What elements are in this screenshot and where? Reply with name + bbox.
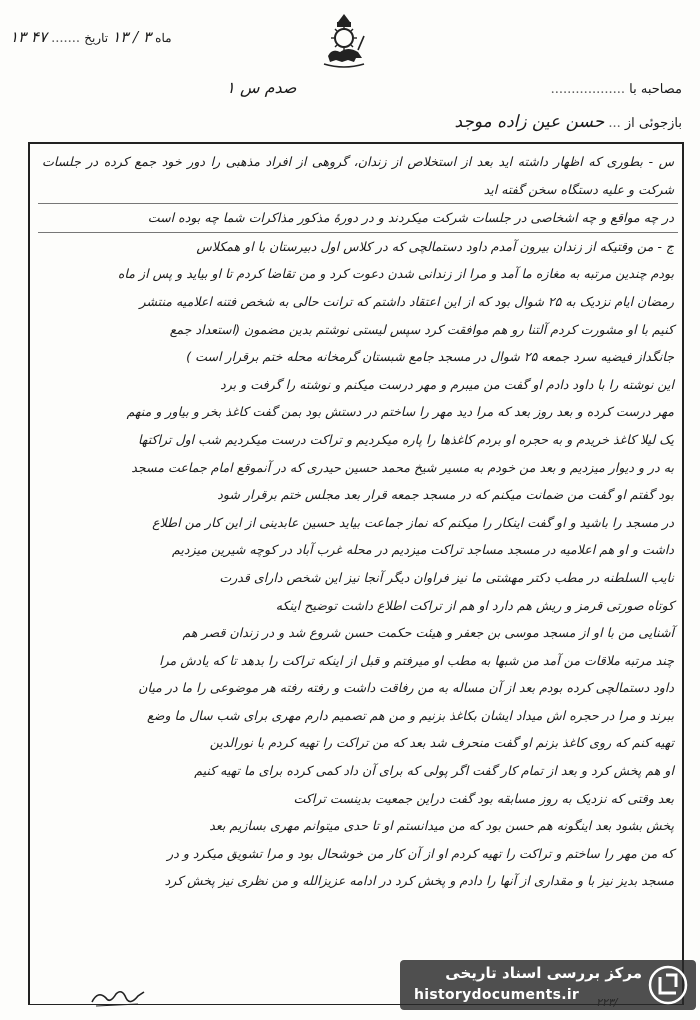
answer-line: به در و دیوار میزدیم و بعد من خودم به مسیر شیخ محمد حسین حیدری که در آنموقع امام جماعت مسجد bbox=[131, 459, 674, 475]
answer-line: جانگداز فیضیه سرد جمعه ۲۵ شوال در مسجد جامع شبستان گرمخانه محله ختم برقرار است ) bbox=[186, 349, 674, 365]
interrogatee-row bbox=[82, 112, 682, 132]
answer-line: یک لیلا کاغذ خریدم و به حجره او بردم کاغذها را پاره میکردیم و تراکت درست میکردیم شب اول تراکتها bbox=[138, 431, 674, 447]
answer-line: چند مرتبه ملاقات من آمد من شبها به مطب او میرفتم و قبل از اینکه تراکت را بدهد تا که یادش مرا bbox=[159, 652, 674, 668]
watermark-url: historydocuments.ir bbox=[414, 987, 580, 1003]
answer-line: داود دستمالچی کرده بودم بعد از آن مساله به من رفاقت داشت و رفته رفته هر موضوعی را ما در میان bbox=[138, 680, 674, 696]
answer-line: رمضان ایام نزدیک به ۲۵ شوال بود که از این اعتقاد داشتم که ترانت حالی به شخص فتنه اعلامیه منتشر bbox=[139, 293, 674, 309]
answer-line: بود گفتم او گفت من ضمانت میکنم که در مسجد جمعه قرار بعد مجلس ختم برقرار شود bbox=[217, 487, 674, 503]
interview-label: مصاحبه با bbox=[629, 82, 682, 97]
dotted-fill: ....... bbox=[51, 31, 81, 46]
interview-row bbox=[82, 78, 682, 97]
interrogatee-label: بازجوئی از bbox=[624, 116, 682, 131]
watermark-title: مرکز بررسی اسناد تاریخی bbox=[445, 964, 642, 982]
answer-line: این نوشته را با داود دادم او گفت من میبرم و مهر درست میکنم و نوشته را گرفت و برد bbox=[220, 376, 674, 392]
date-label: تاریخ bbox=[84, 31, 109, 45]
signature-mark bbox=[88, 984, 148, 1010]
archive-logo-icon bbox=[648, 965, 688, 1005]
answer-line: بعد وقتی که نزدیک به روز مسابقه بود گفت دراین جمعیت بدینست تراکت bbox=[293, 790, 674, 806]
month-label: ماه bbox=[155, 31, 172, 45]
answer-line: داشت و او هم اعلامیه در مسجد مساجد تراکت میزدیم در محله غرب آباد در کوچه شیرین میزدیم bbox=[172, 542, 674, 558]
dotted-fill: ... bbox=[608, 116, 621, 131]
interrogatee-name: حسن عین زاده موجد bbox=[454, 112, 605, 132]
date-row bbox=[10, 28, 250, 46]
answer-line: ببرند و مرا در حجره اش میداد ایشان بکاغذ بزنیم و من هم تصمیم دارم مهری برای شب سال ما وضع bbox=[147, 707, 674, 723]
answer-line: مهر درست کرده و بعد روز بعد که مرا دید مهر را ساختم در دستش بود بمن گفت کاغذ بخر و بیاور و منهم bbox=[126, 404, 674, 420]
answer-line: در مسجد را باشید و او گفت اینکار را میکنم که نماز جماعت بیاید حسین عابدینی از این کار من اطلاع bbox=[152, 514, 674, 530]
question-line: در چه مواقع و چه اشخاصی در جلسات شرکت میکردند و در دورهٔ مذکور مذاکرات شما چه بوده است bbox=[38, 204, 678, 233]
question-line: س - بطوری که اظهار داشته اید بعد از استخلاص از زندان، گروهی از افراد مذهبی را دور خود جمع کرده در جلسات شرکت و علیه دستگاه سخن گفته اید bbox=[38, 148, 678, 204]
answer-line: نایب السلطنه در مطب دکتر مهشتی ما نیز فراوان دیگر آنجا نیز این شخص دارای قدرت bbox=[219, 569, 674, 585]
answer-line: پخش بشود بعد اینگونه هم حسن بود که من میدانستم او تا حدی میتوانم مهری بسازیم بعد bbox=[209, 818, 674, 834]
interview-handwritten: صدم س ۱ bbox=[226, 78, 297, 97]
archive-watermark bbox=[400, 960, 696, 1010]
answer-line: بودم چندین مرتبه به مغازه ما آمد و مرا از زندانی شدن دعوت کرد و من تقاضا کردم تا او بیاید و پس از ماه bbox=[117, 266, 674, 282]
date-value: ۳ / ۱۳ bbox=[112, 28, 152, 46]
answer-line: ج - من وقتیکه از زندان بیرون آمدم داود دستمالچی که در کلاس اول دبیرستان با او همکلاس bbox=[196, 238, 674, 254]
answer-line: کنیم با او مشورت کردم آلتنا رو هم موافقت کرد سپس لیستی نوشتم بدین مضمون (استعداد جمع bbox=[169, 321, 674, 337]
answer-line: کوتاه صورتی قرمز و ریش هم دارد او هم از تراکت اطلاع داشت توضیح اینکه bbox=[275, 597, 674, 613]
dotted-fill: .................. bbox=[550, 82, 626, 97]
year-value: ۱۳ ۴۷ bbox=[10, 28, 47, 46]
answer-line: او هم پخش کرد و بعد از تمام کار گفت اگر پولی که برای آن داد کمی کرده برای ما تهیه کنیم bbox=[194, 763, 674, 779]
lion-and-sun-emblem bbox=[318, 12, 370, 68]
handwritten-body bbox=[38, 148, 678, 895]
answer-line: تهیه کنم که روی کاغذ بزنم او گفت منحرف شد بعد که من تراکت را تهیه کردم با نورالدین bbox=[209, 735, 674, 751]
answer-line: مسجد بدیز نیز با و مقداری از آنها را دادم و پخش کرد در ادامه عزیزالله و من نظری نیز پخش کرد bbox=[164, 873, 674, 889]
answer-line: آشنایی من با او از مسجد موسی بن جعفر و هیئت حکمت حسن شروع شد و در زندان قصر هم bbox=[182, 625, 674, 641]
answer-line: که من مهر را ساختم و تراکت را تهیه کردم او از آن کار من خوشحال بود و مرا تشویق میکرد و در bbox=[167, 845, 674, 861]
